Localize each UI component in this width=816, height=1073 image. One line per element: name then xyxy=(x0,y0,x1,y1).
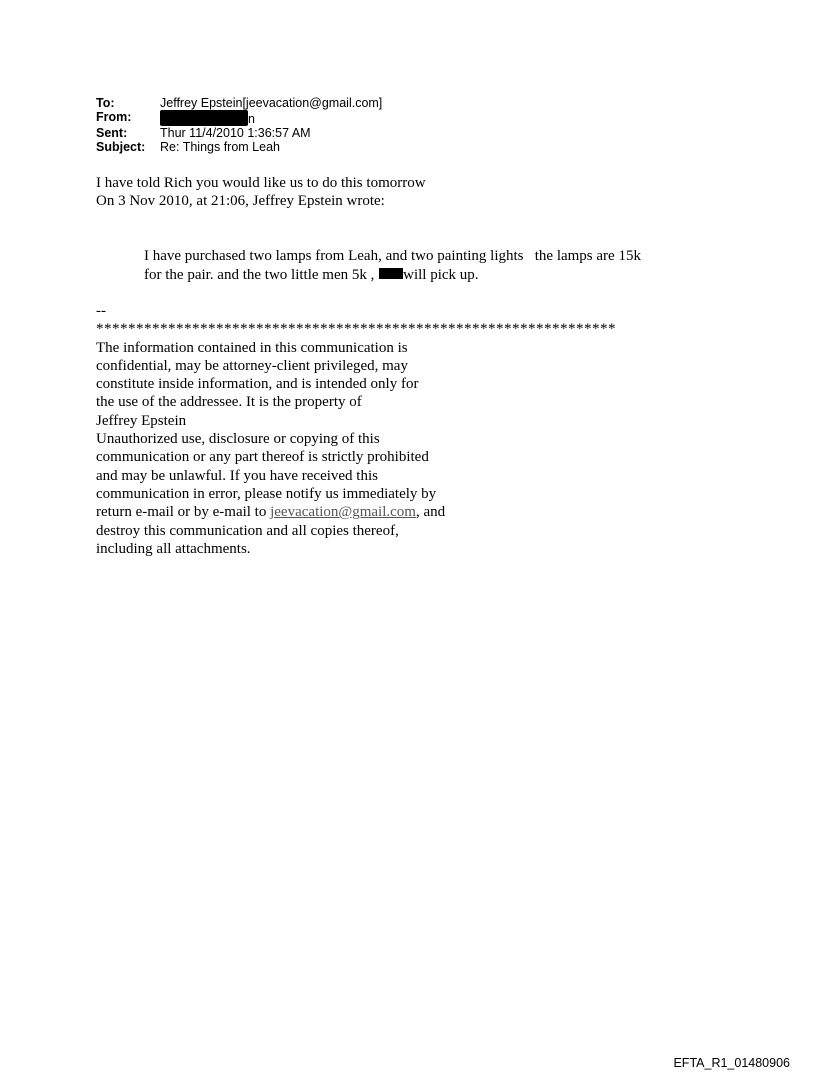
email-line-before: return e-mail or by e-mail to xyxy=(96,504,271,521)
from-row xyxy=(96,110,382,126)
sent-value: Thur 11/4/2010 1:36:57 AM xyxy=(160,126,311,140)
quoted-line-2-after: will pick up. xyxy=(403,267,479,283)
reply-line-2: On 3 Nov 2010, at 21:06, Jeffrey Epstein wrote: xyxy=(96,193,385,209)
disclaimer-line: communication or any part thereof is strictly prohibited xyxy=(96,449,429,466)
reply-line-1: I have told Rich you would like us to do this tomorrow xyxy=(96,175,426,191)
disclaimer-line: and may be unlawful. If you have received this xyxy=(96,467,378,484)
email-line-after: , and xyxy=(415,504,446,521)
disclaimer-line: constitute inside information, and is intended only for xyxy=(96,376,419,393)
signature-dashes: -- xyxy=(96,303,106,319)
email-link[interactable]: jeevacation@gmail.com xyxy=(270,504,416,521)
quoted-line-2-before: for the pair. and the two little men 5k , xyxy=(144,267,375,283)
to-value: Jeffrey Epstein[jeevacation@gmail.com] xyxy=(160,96,383,110)
from-redaction xyxy=(160,110,248,126)
quoted-line-1: I have purchased two lamps from Leah, and two painting lights the lamps are 15k xyxy=(144,248,641,264)
sent-label: Sent: xyxy=(96,126,128,140)
disclaimer-line: the use of the addressee. It is the property of xyxy=(96,394,362,411)
quoted-line-2 xyxy=(144,266,641,285)
signature-stars: ***************************************************************** xyxy=(96,321,616,338)
signature-disclaimer xyxy=(96,302,616,558)
subject-label: Subject: xyxy=(96,140,146,154)
disclaimer-line: communication in error, please notify us immediately by xyxy=(96,485,437,502)
subject-value: Re: Things from Leah xyxy=(160,140,280,154)
disclaimer-line: destroy this communication and all copies thereof, xyxy=(96,522,399,539)
document-id: EFTA_R1_01480906 xyxy=(673,1056,790,1070)
from-label: From: xyxy=(96,110,132,124)
disclaimer-line: The information contained in this communication is xyxy=(96,339,408,356)
sent-row xyxy=(96,126,382,140)
from-value-tail: n xyxy=(248,112,255,126)
disclaimer-line: including all attachments. xyxy=(96,540,251,557)
to-label: To: xyxy=(96,96,115,110)
to-row xyxy=(96,96,382,110)
inline-redaction xyxy=(379,268,403,279)
disclaimer-line: Unauthorized use, disclosure or copying of this xyxy=(96,431,380,448)
disclaimer-email-line xyxy=(96,503,616,521)
disclaimer-line: confidential, may be attorney-client privileged, may xyxy=(96,357,408,374)
quoted-message xyxy=(144,247,641,285)
disclaimer-line: Jeffrey Epstein xyxy=(96,412,187,429)
email-headers xyxy=(96,96,382,154)
subject-row xyxy=(96,140,382,154)
reply-body xyxy=(96,174,426,210)
